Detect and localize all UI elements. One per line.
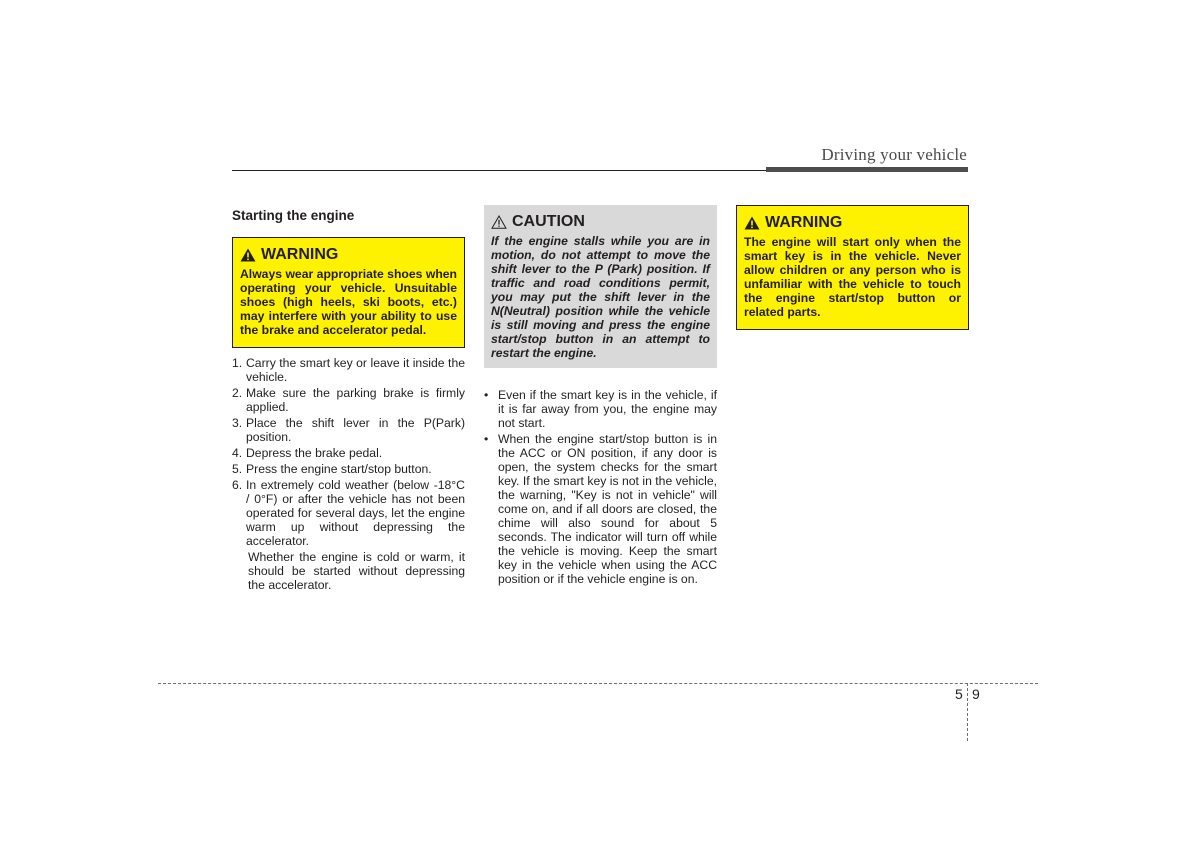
warning-box-smart-key [736, 205, 969, 330]
column-left [232, 205, 465, 592]
column-middle [484, 205, 717, 588]
list-item: 6. In extremely cold weather (below -18°C / 0°F) or after the vehicle has not been operated for several days, let the engine warm up without depressing the accelerator. [232, 478, 465, 548]
warning-text: Always wear appropriate shoes when operating your vehicle. Unsuitable shoes (high heels, ski boots, etc.) may interfere with your ability to use the brake and accelerator pedal. [240, 267, 457, 337]
section-title: Starting the engine [232, 208, 355, 223]
header-bar [766, 167, 968, 172]
warning-triangle-icon [744, 216, 760, 230]
header-title: Driving your vehicle [821, 145, 967, 164]
caution-text: If the engine stalls while you are in motion, do not attempt to move the shift lever to the P (Park) position. If traffic and road conditions permit, you may put the shift lever in the N(Neutral) position while the vehicle is still moving and press the engine start/stop button in an attempt to restart the engine. [491, 234, 710, 360]
list-item: 1. Carry the smart key or leave it inside the vehicle. [232, 356, 465, 384]
caution-heading [491, 212, 710, 232]
list-item: 2. Make sure the parking brake is firmly applied. [232, 386, 465, 414]
warning-text: The engine will start only when the smart key is in the vehicle. Never allow children or any person who is unfamiliar with the vehicle to touch the engine start/stop button or related parts. [744, 235, 961, 319]
list-item: 5. Press the engine start/stop button. [232, 462, 432, 476]
footer-divider [967, 683, 968, 741]
footer-rule [158, 683, 1038, 684]
chapter-number: 5 [955, 686, 963, 702]
caution-heading-label: CAUTION [512, 213, 585, 230]
caution-triangle-icon [491, 215, 507, 229]
warning-heading [744, 213, 961, 233]
warning-box-shoes [232, 237, 465, 348]
caution-box [484, 205, 717, 368]
smart-key-notes-list [484, 388, 717, 586]
start-steps-list [232, 356, 465, 548]
step-note: Whether the engine is cold or warm, it should be started without depressing the accelerator. [248, 550, 465, 592]
warning-heading [240, 245, 457, 265]
list-item: 3. Place the shift lever in the P(Park) position. [232, 416, 465, 444]
column-right [736, 205, 969, 330]
page-number: 9 [972, 686, 980, 702]
list-item: • When the engine start/stop button is in the ACC or ON position, if any door is open, the system checks for the smart key. If the smart key is not in the vehicle, the warning, "Key is not in vehicle" will come on, and if all doors are closed, the chime will also sound for about 5 seconds. The indicator will turn off while the vehicle is moving. Keep the smart key in the vehicle when using the ACC position or if the vehicle engine is on. [484, 432, 717, 586]
warning-heading-label: WARNING [765, 214, 843, 231]
list-item: 4. Depress the brake pedal. [232, 446, 383, 460]
warning-triangle-icon [240, 248, 256, 262]
list-item: • Even if the smart key is in the vehicle, if it is far away from you, the engine may not start. [484, 388, 717, 430]
warning-heading-label: WARNING [261, 246, 339, 263]
